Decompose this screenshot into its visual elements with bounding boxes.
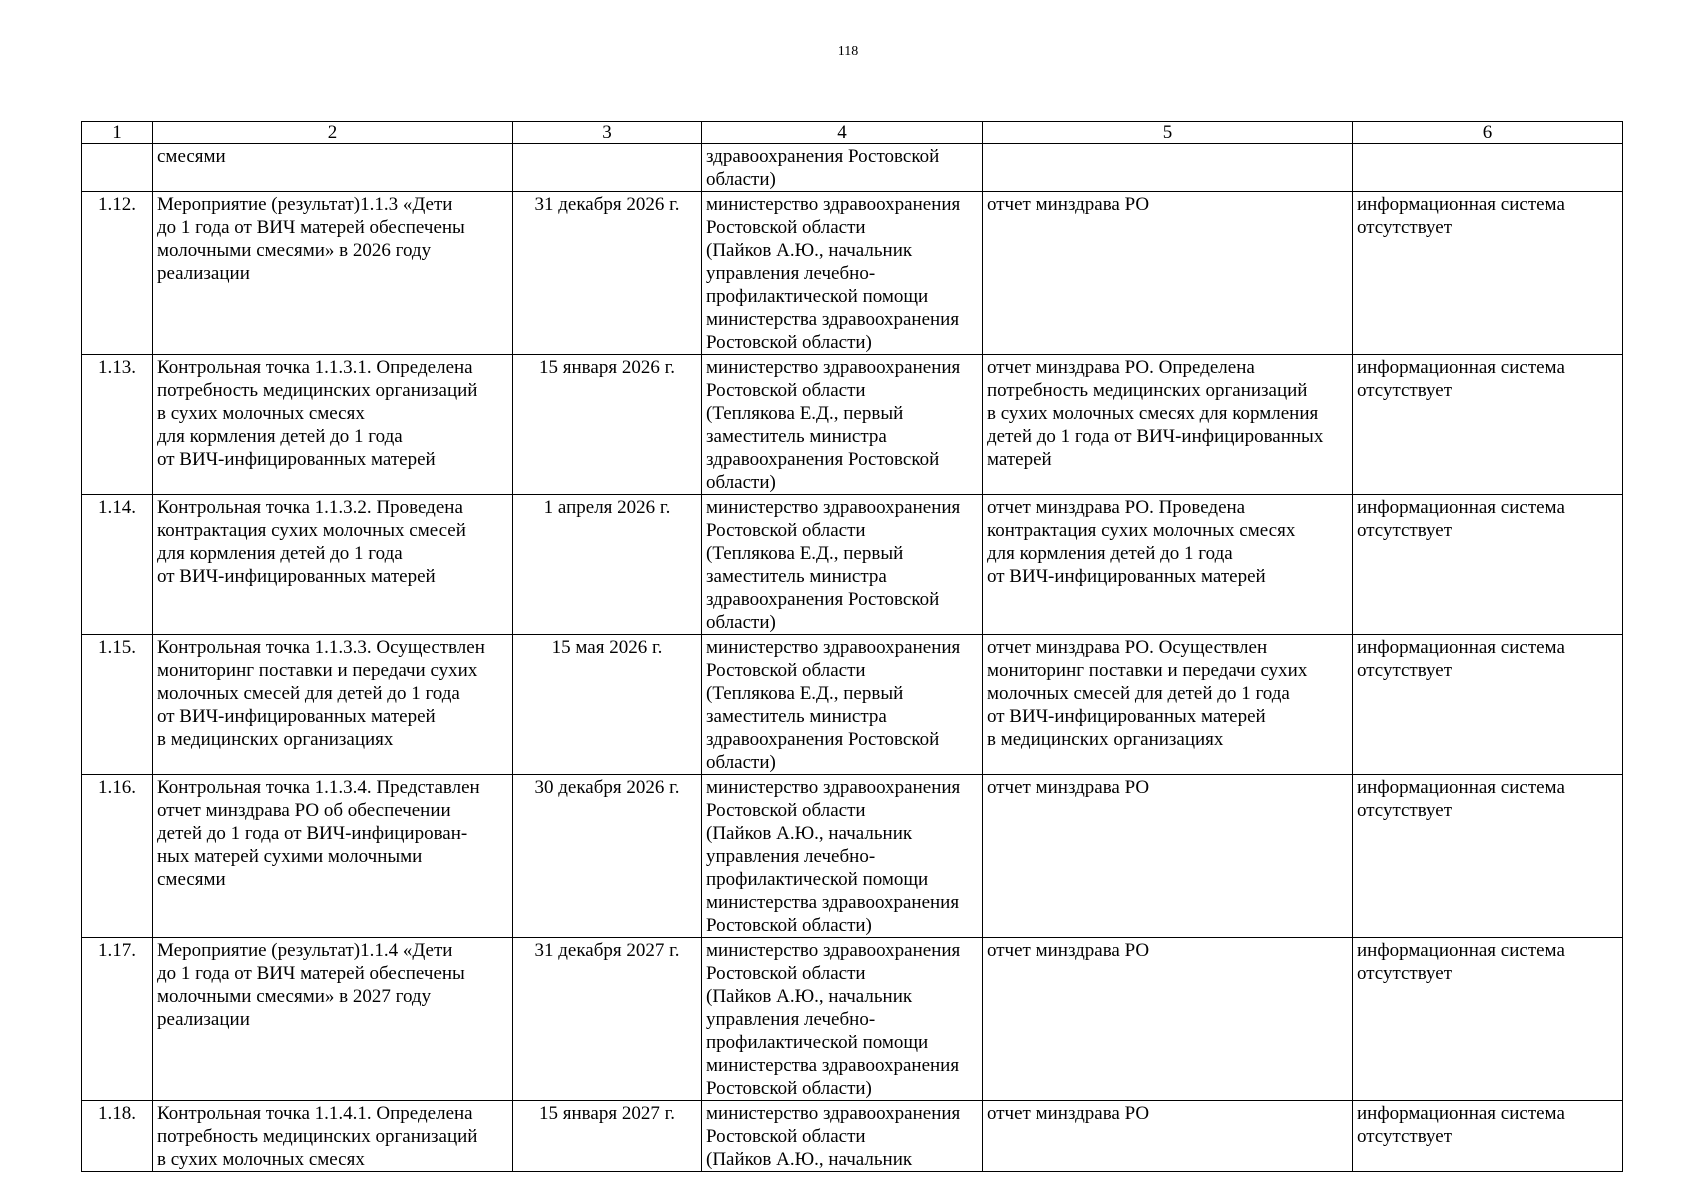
result-document (983, 144, 1353, 192)
row-number: 1.13. (82, 355, 153, 495)
responsible: министерство здравоохранения Ростовской области (Теплякова Е.Д., первый заместитель министра здравоохранения Ростовской области) (702, 355, 983, 495)
information-system (1353, 144, 1623, 192)
deadline: 15 мая 2026 г. (513, 635, 702, 775)
information-system: информационная система отсутствует (1353, 775, 1623, 938)
deadline: 15 января 2026 г. (513, 355, 702, 495)
table-row (82, 1101, 1623, 1172)
result-document: отчет минздрава РО. Проведена контрактация сухих молочных смесях для кормления детей до 1 года от ВИЧ-инфицированных матерей (983, 495, 1353, 635)
responsible: министерство здравоохранения Ростовской области (Пайков А.Ю., начальник (702, 1101, 983, 1172)
result-document: отчет минздрава РО (983, 775, 1353, 938)
column-number-header: 2 (153, 122, 513, 144)
table-row (82, 938, 1623, 1101)
deadline: 30 декабря 2026 г. (513, 775, 702, 938)
deadline: 1 апреля 2026 г. (513, 495, 702, 635)
deadline (513, 144, 702, 192)
table-header-row (82, 122, 1623, 144)
deadline: 31 декабря 2027 г. (513, 938, 702, 1101)
table-row (82, 192, 1623, 355)
result-document: отчет минздрава РО (983, 1101, 1353, 1172)
responsible: министерство здравоохранения Ростовской области (Теплякова Е.Д., первый заместитель министра здравоохранения Ростовской области) (702, 635, 983, 775)
responsible: министерство здравоохранения Ростовской области (Теплякова Е.Д., первый заместитель министра здравоохранения Ростовской области) (702, 495, 983, 635)
responsible: министерство здравоохранения Ростовской области (Пайков А.Ю., начальник управления лечебно- профилактической помощи министерства здравоохранения Ростовской области) (702, 938, 983, 1101)
row-number: 1.18. (82, 1101, 153, 1172)
row-number: 1.12. (82, 192, 153, 355)
event-name: смесями (153, 144, 513, 192)
event-name: Контрольная точка 1.1.4.1. Определена потребность медицинских организаций в сухих молочных смесях (153, 1101, 513, 1172)
deadline: 31 декабря 2026 г. (513, 192, 702, 355)
event-name: Мероприятие (результат)1.1.4 «Дети до 1 года от ВИЧ матерей обеспечены молочными смесями» в 2027 году реализации (153, 938, 513, 1101)
information-system: информационная система отсутствует (1353, 355, 1623, 495)
deadline: 15 января 2027 г. (513, 1101, 702, 1172)
information-system: информационная система отсутствует (1353, 192, 1623, 355)
column-number-header: 4 (702, 122, 983, 144)
column-number-header: 3 (513, 122, 702, 144)
event-name: Мероприятие (результат)1.1.3 «Дети до 1 года от ВИЧ матерей обеспечены молочными смесями» в 2026 году реализации (153, 192, 513, 355)
table-row (82, 495, 1623, 635)
page-number: 118 (837, 44, 859, 59)
information-system: информационная система отсутствует (1353, 635, 1623, 775)
column-number-header: 5 (983, 122, 1353, 144)
column-number-header: 1 (82, 122, 153, 144)
row-number: 1.17. (82, 938, 153, 1101)
event-name: Контрольная точка 1.1.3.1. Определена потребность медицинских организаций в сухих молочных смесях для кормления детей до 1 года от ВИЧ-инфицированных матерей (153, 355, 513, 495)
event-name: Контрольная точка 1.1.3.3. Осуществлен мониторинг поставки и передачи сухих молочных смесей для детей до 1 года от ВИЧ-инфицированных матерей в медицинских организациях (153, 635, 513, 775)
column-number-header: 6 (1353, 122, 1623, 144)
row-number: 1.15. (82, 635, 153, 775)
result-document: отчет минздрава РО (983, 938, 1353, 1101)
result-document: отчет минздрава РО (983, 192, 1353, 355)
responsible: министерство здравоохранения Ростовской области (Пайков А.Ю., начальник управления лечебно- профилактической помощи министерства здравоохранения Ростовской области) (702, 192, 983, 355)
information-system: информационная система отсутствует (1353, 938, 1623, 1101)
information-system: информационная система отсутствует (1353, 495, 1623, 635)
row-number: 1.14. (82, 495, 153, 635)
responsible: здравоохранения Ростовской области) (702, 144, 983, 192)
result-document: отчет минздрава РО. Определена потребность медицинских организаций в сухих молочных смесях для кормления детей до 1 года от ВИЧ-инфицированных матерей (983, 355, 1353, 495)
table-row (82, 775, 1623, 938)
result-document: отчет минздрава РО. Осуществлен мониторинг поставки и передачи сухих молочных смесей для детей до 1 года от ВИЧ-инфицированных матерей в медицинских организациях (983, 635, 1353, 775)
event-name: Контрольная точка 1.1.3.4. Представлен отчет минздрава РО об обеспечении детей до 1 года от ВИЧ-инфицирован- ных матерей сухими молочными смесями (153, 775, 513, 938)
table-row (82, 635, 1623, 775)
table-row (82, 144, 1623, 192)
table-row (82, 355, 1623, 495)
information-system: информационная система отсутствует (1353, 1101, 1623, 1172)
plan-table (81, 121, 1623, 1172)
row-number: 1.16. (82, 775, 153, 938)
event-name: Контрольная точка 1.1.3.2. Проведена контрактация сухих молочных смесей для кормления детей до 1 года от ВИЧ-инфицированных матерей (153, 495, 513, 635)
row-number (82, 144, 153, 192)
responsible: министерство здравоохранения Ростовской области (Пайков А.Ю., начальник управления лечебно- профилактической помощи министерства здравоохранения Ростовской области) (702, 775, 983, 938)
